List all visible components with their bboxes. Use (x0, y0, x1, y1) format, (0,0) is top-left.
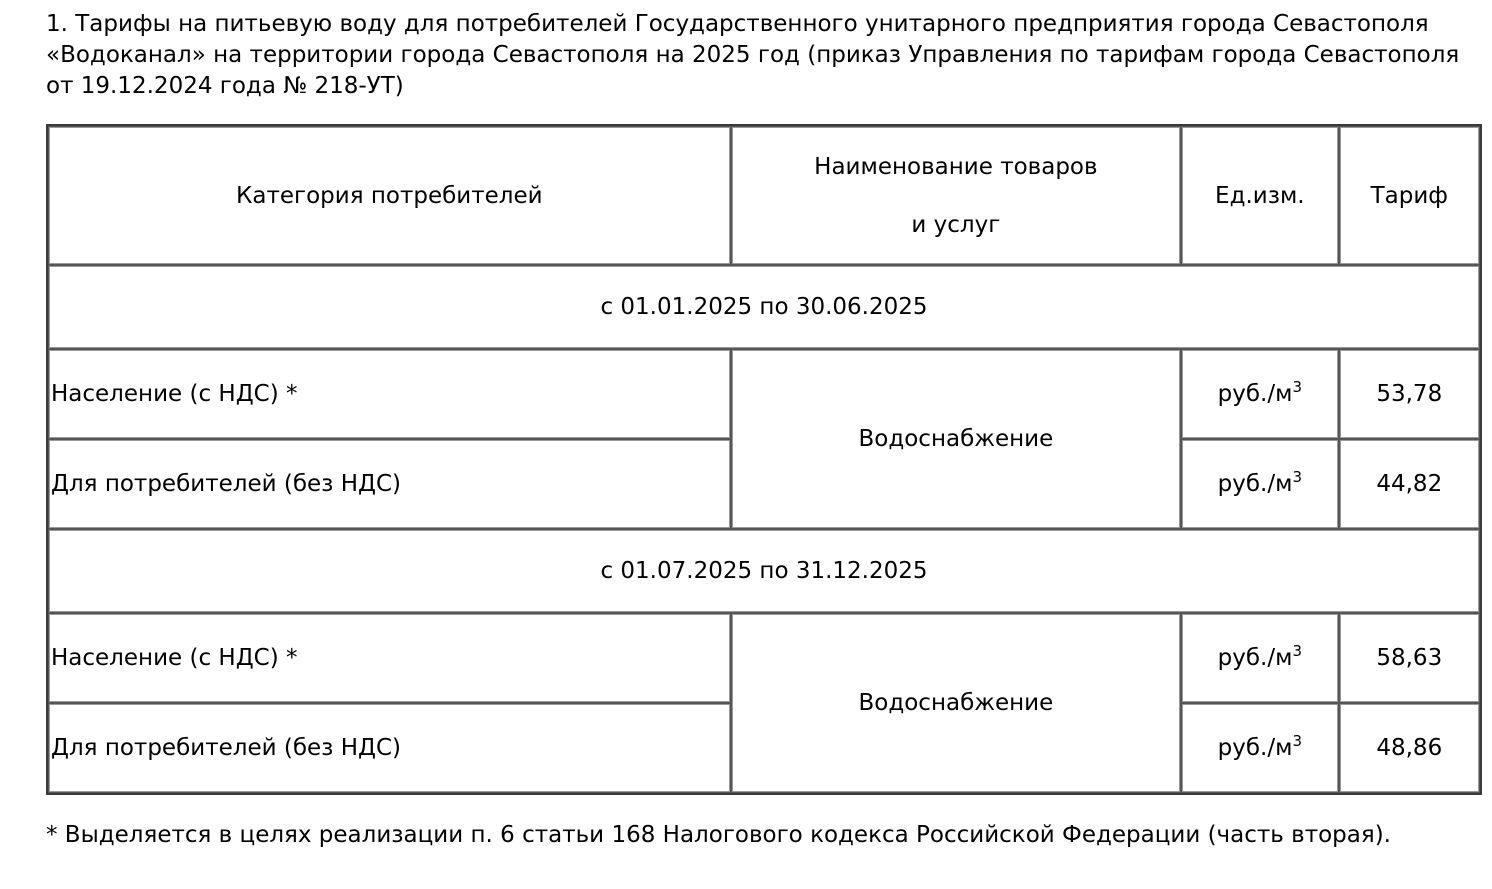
unit-superscript: 3 (1292, 642, 1302, 660)
header-service-line2: и услуг (911, 211, 1001, 238)
unit-cell (1181, 439, 1339, 529)
unit-cell (1181, 613, 1339, 703)
unit-text: руб./м (1217, 645, 1293, 671)
category-cell: Для потребителей (без НДС) (48, 439, 731, 529)
unit-text: руб./м (1217, 471, 1293, 497)
header-category: Категория потребителей (48, 126, 731, 265)
unit-cell (1181, 349, 1339, 439)
period-row (48, 529, 1480, 613)
unit-cell (1181, 703, 1339, 793)
period-label: с 01.07.2025 по 31.12.2025 (48, 529, 1480, 613)
tariff-table (46, 124, 1482, 795)
unit-superscript: 3 (1292, 732, 1302, 750)
category-cell: Население (с НДС) * (48, 349, 731, 439)
tariff-cell: 44,82 (1339, 439, 1480, 529)
period-row (48, 265, 1480, 349)
header-tariff: Тариф (1339, 126, 1480, 265)
tariff-cell: 48,86 (1339, 703, 1480, 793)
header-unit: Ед.изм. (1181, 126, 1339, 265)
category-cell: Для потребителей (без НДС) (48, 703, 731, 793)
unit-superscript: 3 (1292, 378, 1302, 396)
document-title: 1. Тарифы на питьевую воду для потребителей Государственного унитарного предприятия города Севастополя «Водоканал» на территории города Севастополя на 2025 год (приказ Управления по тарифам города Севастополя от 19.12.2024 года № 218-УТ) (46, 11, 1460, 99)
table-header-row (48, 126, 1480, 265)
header-service (731, 126, 1181, 265)
header-service-line1: Наименование товаров (814, 153, 1098, 180)
period-label: с 01.01.2025 по 30.06.2025 (48, 265, 1480, 349)
category-cell: Население (с НДС) * (48, 613, 731, 703)
service-cell: Водоснабжение (731, 349, 1181, 529)
unit-text: руб./м (1217, 735, 1293, 761)
footnote: * Выделяется в целях реализации п. 6 статьи 168 Налогового кодекса Российской Федерации (часть вторая). (46, 822, 1391, 848)
tariff-cell: 58,63 (1339, 613, 1480, 703)
tariff-cell: 53,78 (1339, 349, 1480, 439)
unit-superscript: 3 (1292, 468, 1302, 486)
table-row (48, 613, 1480, 703)
service-cell: Водоснабжение (731, 613, 1181, 793)
unit-text: руб./м (1217, 381, 1293, 407)
table-row (48, 349, 1480, 439)
